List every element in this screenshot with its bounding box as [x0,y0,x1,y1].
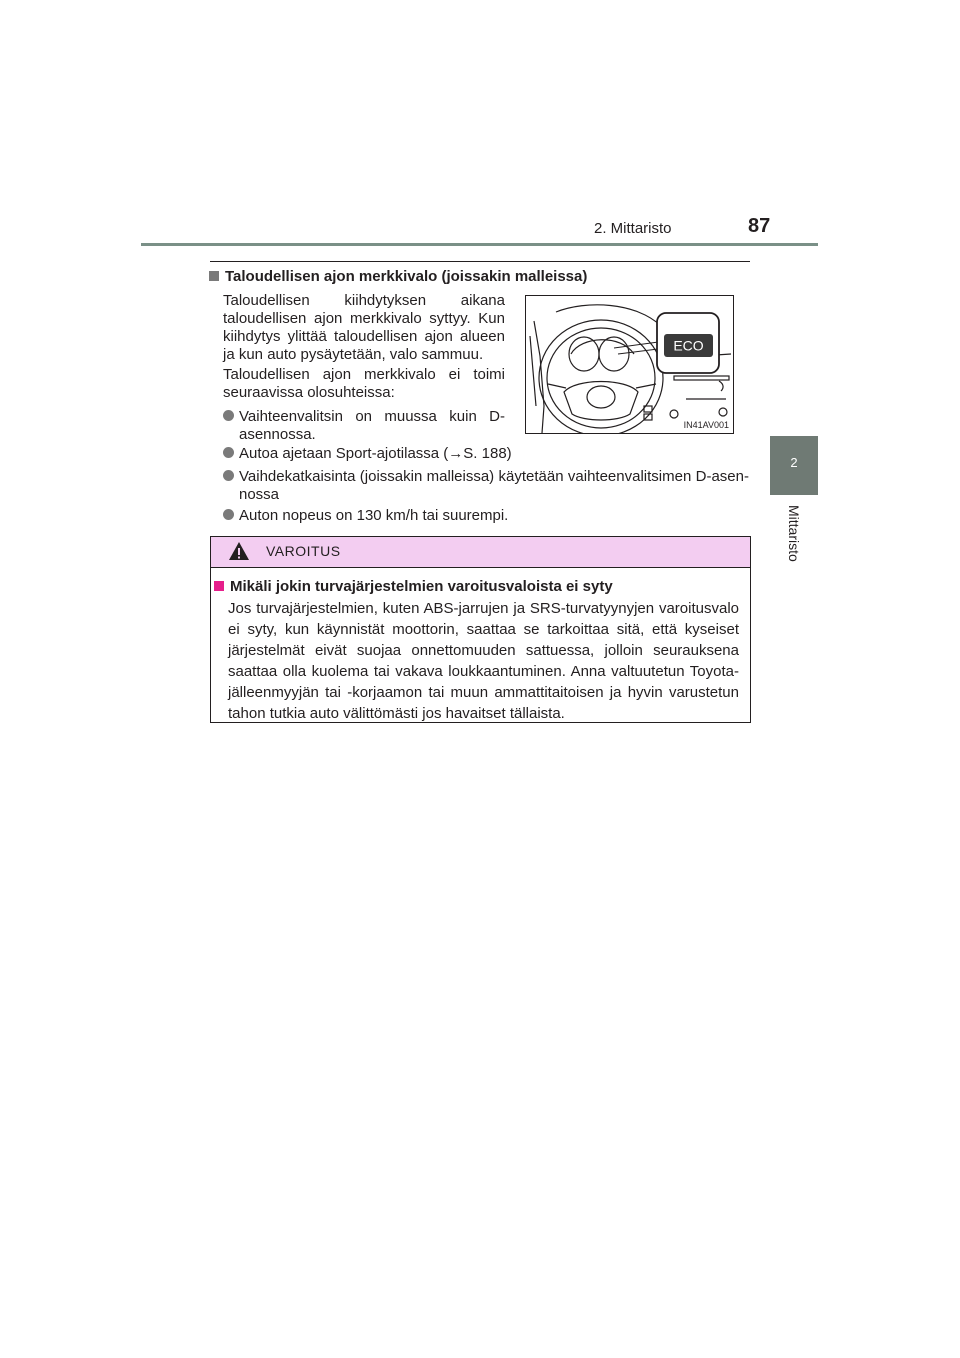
eco-indicator-label: ECO [673,337,704,354]
list-item-text: Autoa ajetaan Sport-ajotilassa (→S. 188) [239,445,512,462]
header-rule [141,243,818,246]
warning-subheading-text: Mikäli jokin turvajärjestelmien varoitusvaloista ei syty [230,578,613,595]
bullet-dot-icon [223,447,234,458]
list-item [223,408,505,444]
dashboard-illustration [525,295,734,434]
square-bullet-icon [214,581,224,591]
paragraph-intro: Taloudellisen kiihdytyksen aikana taloudellisen ajon merkkivalo syttyy. Kun kiihdytys ylittää taloudellisen ajon alueen ja kun auto pysäytetään, valo sammuu. [223,292,505,363]
list-item-text: Vaihdekatkaisinta (joissakin malleissa) käytetään vaihteenvalitsimen D-asennossa [239,468,749,503]
warning-subheading [214,578,613,595]
chapter-title: 2. Mittaristo [594,220,672,237]
list-item [223,507,749,525]
figure-code: IN41AV001 [683,420,729,430]
warning-title: VAROITUS [266,543,341,559]
bullet-dot-icon [223,509,234,520]
page-number: 87 [748,215,771,237]
side-tab-chapter[interactable]: 2 [770,436,818,495]
warning-header [211,537,750,568]
list-item-text: Vaihteenvalitsin on muussa kuin D-asennossa. [239,408,505,443]
bullet-dot-icon [223,410,234,421]
list-item [223,445,749,463]
list-item [223,468,749,504]
side-tab-label: Mittaristo [786,505,802,562]
steering-wheel-illustration [526,296,733,433]
bullet-dot-icon [223,470,234,481]
square-bullet-icon [209,271,219,281]
list-item-text: Auton nopeus on 130 km/h tai suurempi. [239,507,509,524]
warning-body: Jos turvajärjestelmien, kuten ABS-jarrujen ja SRS-turvatyynyjen varoitusvalo ei syty, kun käynnistät moottorin, saattaa se tarkoittaa sitä, että kyseiset järjestelmät eivät suojaa onnettomuuden sattuessa, jolloin seurauksena saattaa olla kuolema tai vakava loukkaantuminen. Anna valtuutetun Toyota-jälleenmyyjän tai -korjaamon tai muun ammattitaitoisen ja hyvin varustetun tahon tutkia auto välittömästi jos havaitset tällaista. [228,600,739,722]
section-heading-text: Taloudellisen ajon merkkivalo (joissakin malleissa) [225,268,588,285]
section-heading [209,268,587,285]
section-rule [210,261,750,262]
paragraph-conditions: Taloudellisen ajon merkkivalo ei toimi seuraavissa olosuhteissa: [223,366,505,401]
warning-triangle-icon [228,541,250,561]
